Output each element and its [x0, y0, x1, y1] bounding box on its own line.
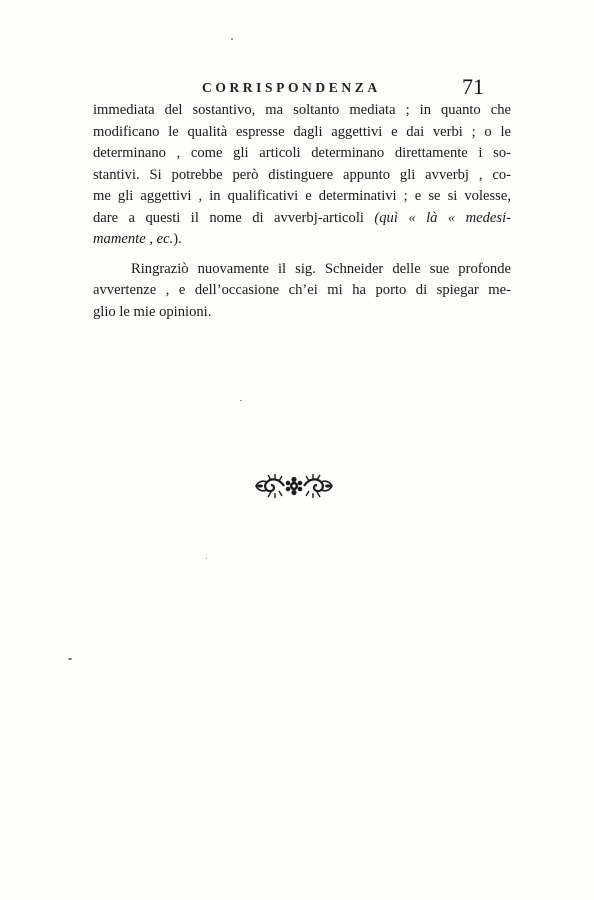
- paper-speck: [240, 400, 242, 401]
- text-line: glio le mie opinioni.: [93, 303, 212, 320]
- floral-tailpiece-icon: [253, 470, 335, 502]
- text-line: avvertenze , e dell’occasione ch’ei mi ha porto di spiegar me-: [93, 282, 511, 298]
- text-run: dare a questi il nome di avverbj-articoli: [93, 209, 375, 226]
- italic-text-run: (quì « là « medesi-: [374, 209, 511, 226]
- text-line: immediata del sostantivo, ma soltanto mediata ; in quanto che: [93, 102, 511, 118]
- italic-text-run: mamente , ec.: [93, 231, 174, 247]
- paper-speck: [68, 658, 72, 660]
- paragraph-2: [93, 259, 511, 324]
- page-number: 71: [462, 74, 484, 99]
- text-line: Ringraziò nuovamente il sig. Schneider delle sue profonde: [131, 260, 511, 277]
- body-text: [93, 100, 511, 323]
- running-head: [0, 76, 594, 100]
- text-line: [93, 208, 511, 230]
- text-line: [93, 229, 511, 251]
- paper-speck: [206, 558, 207, 559]
- text-run: ).: [173, 231, 182, 247]
- running-title: CORRISPONDENZA: [202, 80, 381, 95]
- text-line: stantivi. Si potrebbe però distinguere appunto gli avverbj , co-: [93, 166, 511, 183]
- paper-speck: [231, 38, 233, 40]
- text-line: me gli aggettivi , in qualificativi e determinativi ; e se si volesse,: [93, 188, 511, 204]
- paragraph-1: [93, 100, 511, 251]
- text-line: modificano le qualità espresse dagli aggettivi e dai verbi ; o le: [93, 123, 511, 140]
- text-line: determinano , come gli articoli determinano direttamente i so-: [93, 145, 511, 161]
